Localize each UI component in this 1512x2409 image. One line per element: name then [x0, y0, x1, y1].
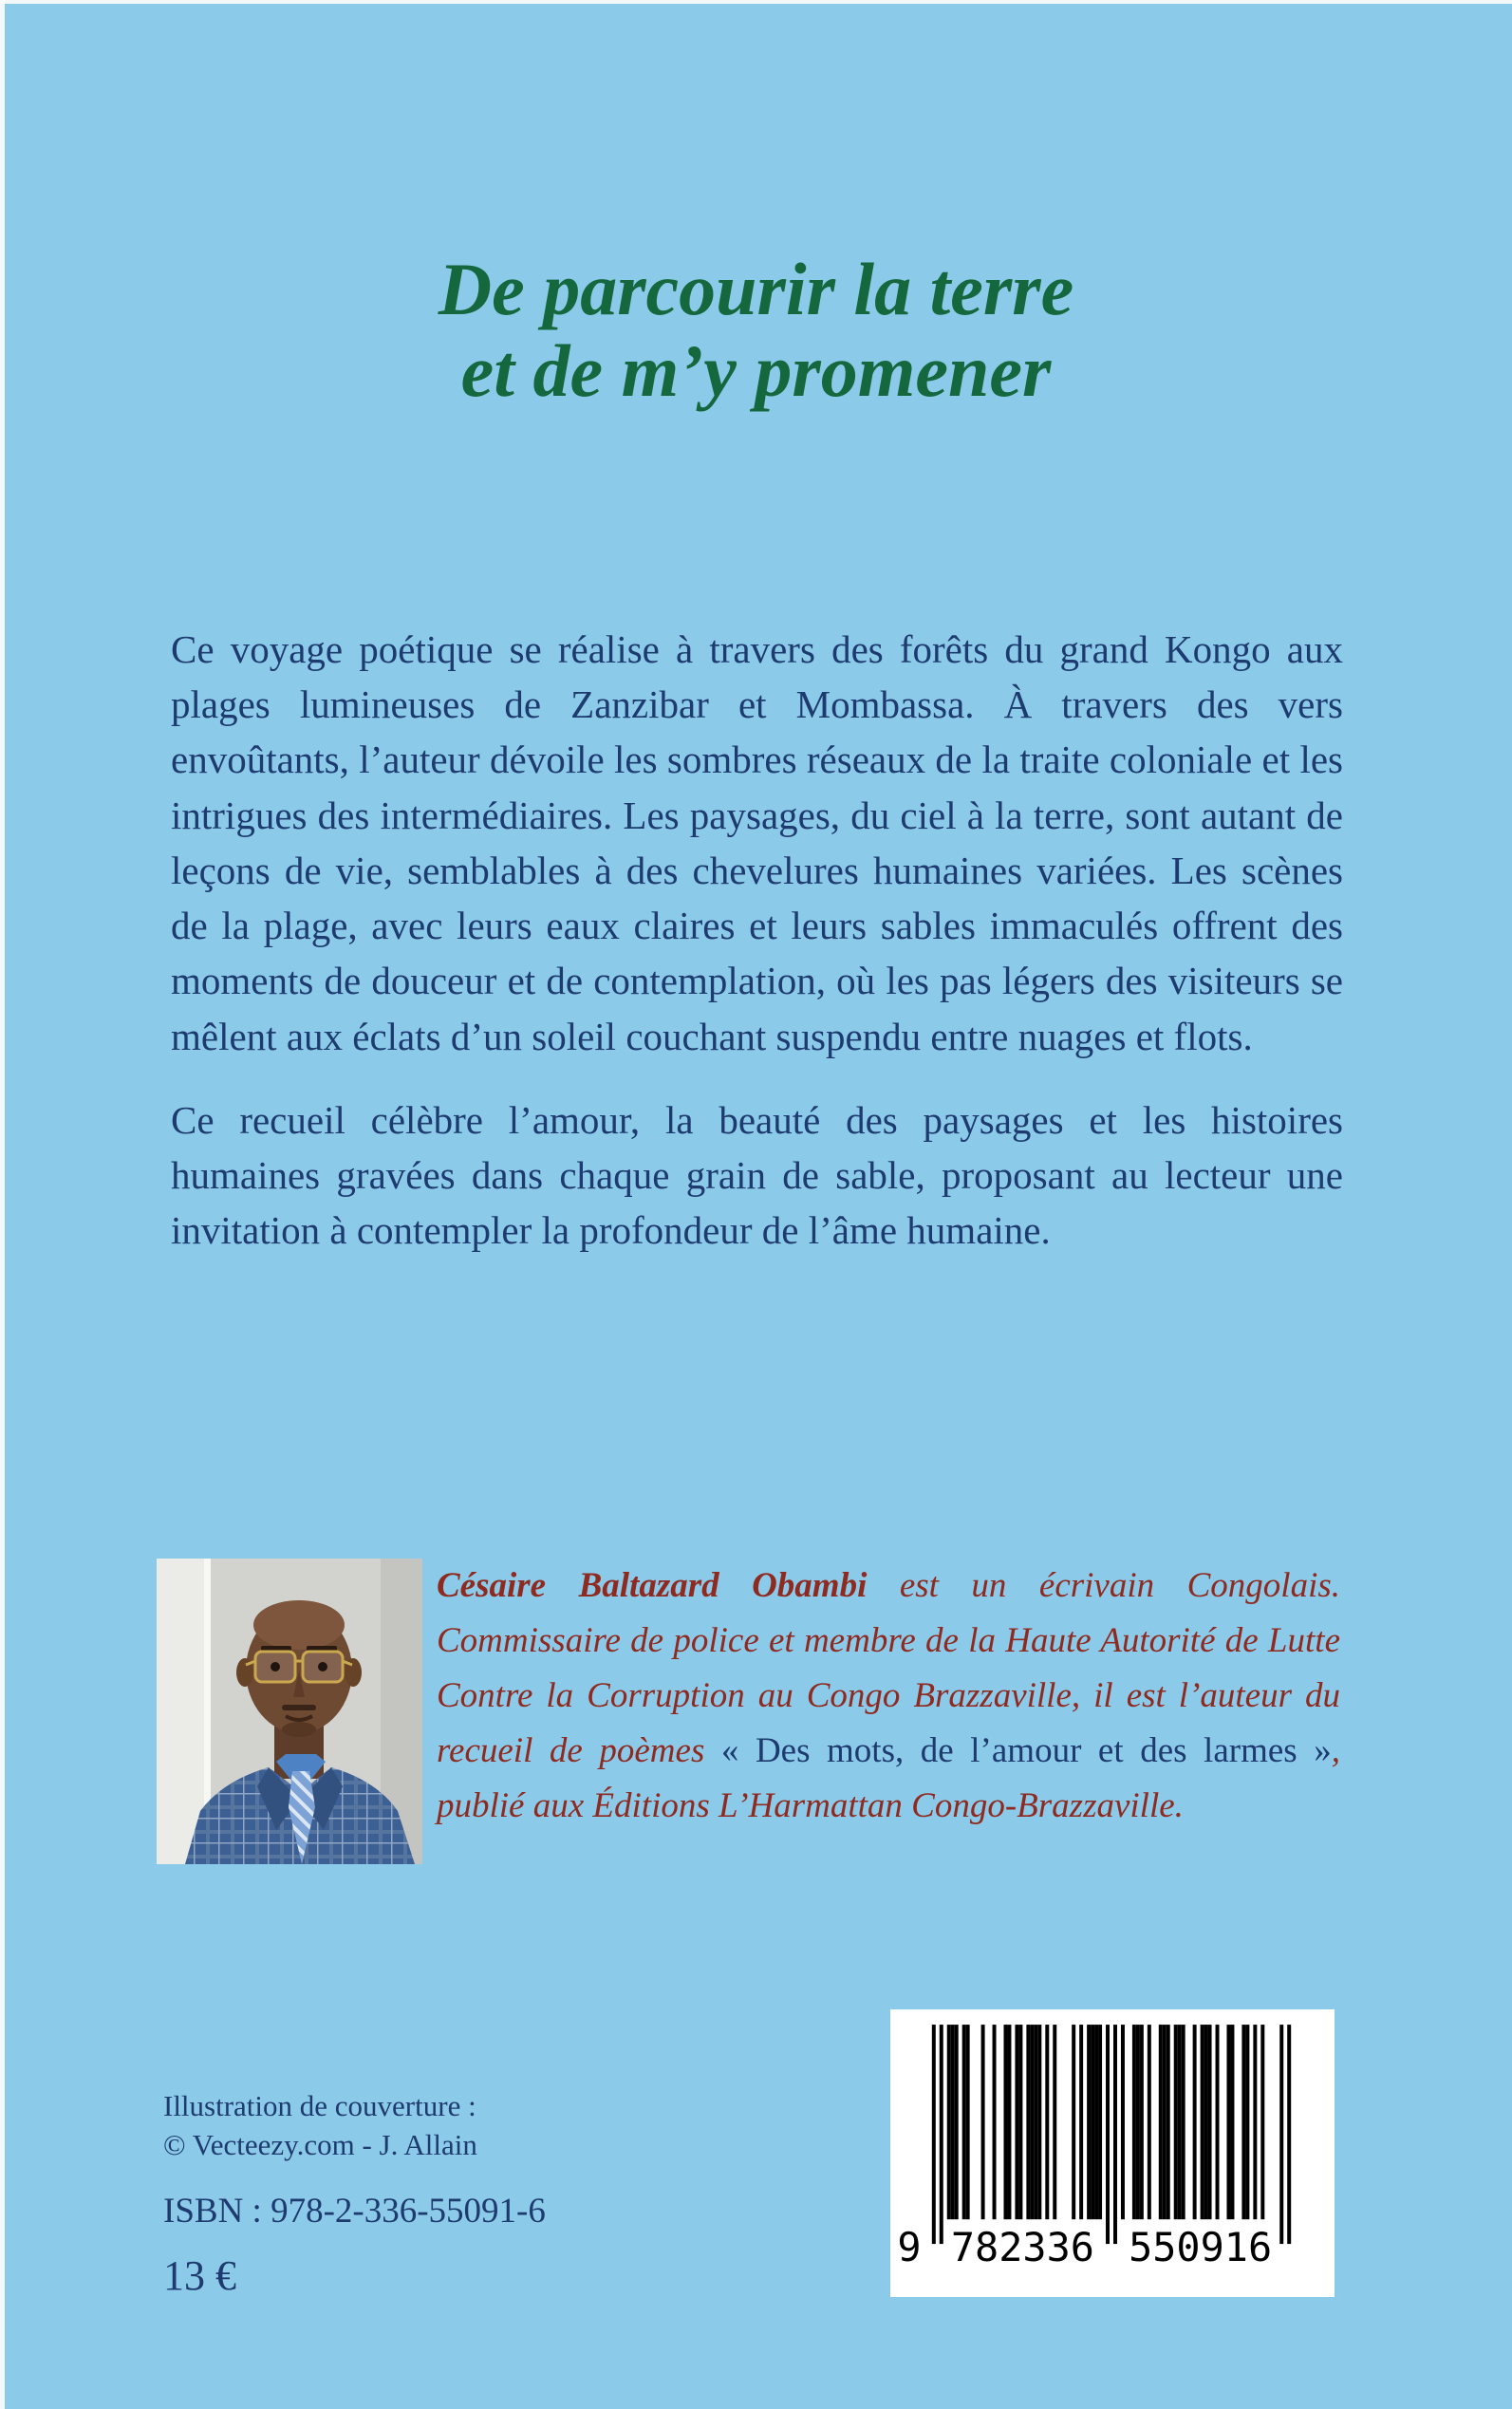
barcode — [890, 2009, 1335, 2297]
author-name: Césaire Baltazard Obambi — [437, 1566, 868, 1605]
author-photo — [157, 1559, 422, 1864]
synopsis — [171, 622, 1343, 1258]
book-title-line2: et de m’y promener — [460, 328, 1052, 412]
author-bio — [437, 1559, 1340, 1834]
price-text: 13 € — [163, 2252, 236, 2299]
author-section — [157, 1559, 1343, 1864]
isbn-text: ISBN : 978-2-336-55091-6 — [163, 2192, 546, 2231]
illustration-credit — [163, 2087, 477, 2165]
quoted-book-title: « Des mots, de l’amour et des larmes » — [720, 1731, 1332, 1771]
synopsis-paragraph-2: Ce recueil célèbre l’amour, la beauté des paysages et les histoires humaines gravées dans chaque grain de sable, proposant au lecteur une invitation à contempler la profondeur de l’âme humaine. — [171, 1097, 1343, 1253]
svg-text:782336: 782336 — [950, 2224, 1094, 2271]
synopsis-paragraph-1: Ce voyage poétique se réalise à travers des forêts du grand Kongo aux plages lumineuses de Zanzibar et Mombassa. À travers des vers envoûtants, l’auteur dévoile les sombres réseaux de la traite coloniale et les intrigues des intermédiaires. Les paysages, du ciel à la terre, sont autant de leçons de vie, semblables à des chevelures humaines variées. Les scènes de la plage, avec leurs eaux claires et leurs sables immaculés offrent des moments de douceur et de contemplation, où les pas légers des visiteurs se mêlent aux éclats d’un soleil couchant suspendu entre nuages et flots. — [171, 627, 1343, 1058]
illustration-credit-line2: © Vecteezy.com - J. Allain — [163, 2127, 477, 2161]
illustration-credit-line1: Illustration de couverture : — [163, 2089, 476, 2122]
svg-text:550916: 550916 — [1129, 2224, 1273, 2271]
author-bio-part1: est un écrivain Congolais. Commissaire de police et membre de la Haute Autorité de Lutte Contre la Corruption au Congo Brazzaville, il est l’auteur du recueil de poèmes — [437, 1566, 1340, 1771]
book-title — [0, 249, 1512, 412]
svg-text:9: 9 — [897, 2224, 922, 2271]
barcode-svg — [890, 2009, 1335, 2297]
book-title-line1: De parcourir la terre — [438, 248, 1074, 330]
author-bio-part2: , publié aux Éditions L’Harmattan Congo-Brazzaville. — [437, 1731, 1340, 1826]
